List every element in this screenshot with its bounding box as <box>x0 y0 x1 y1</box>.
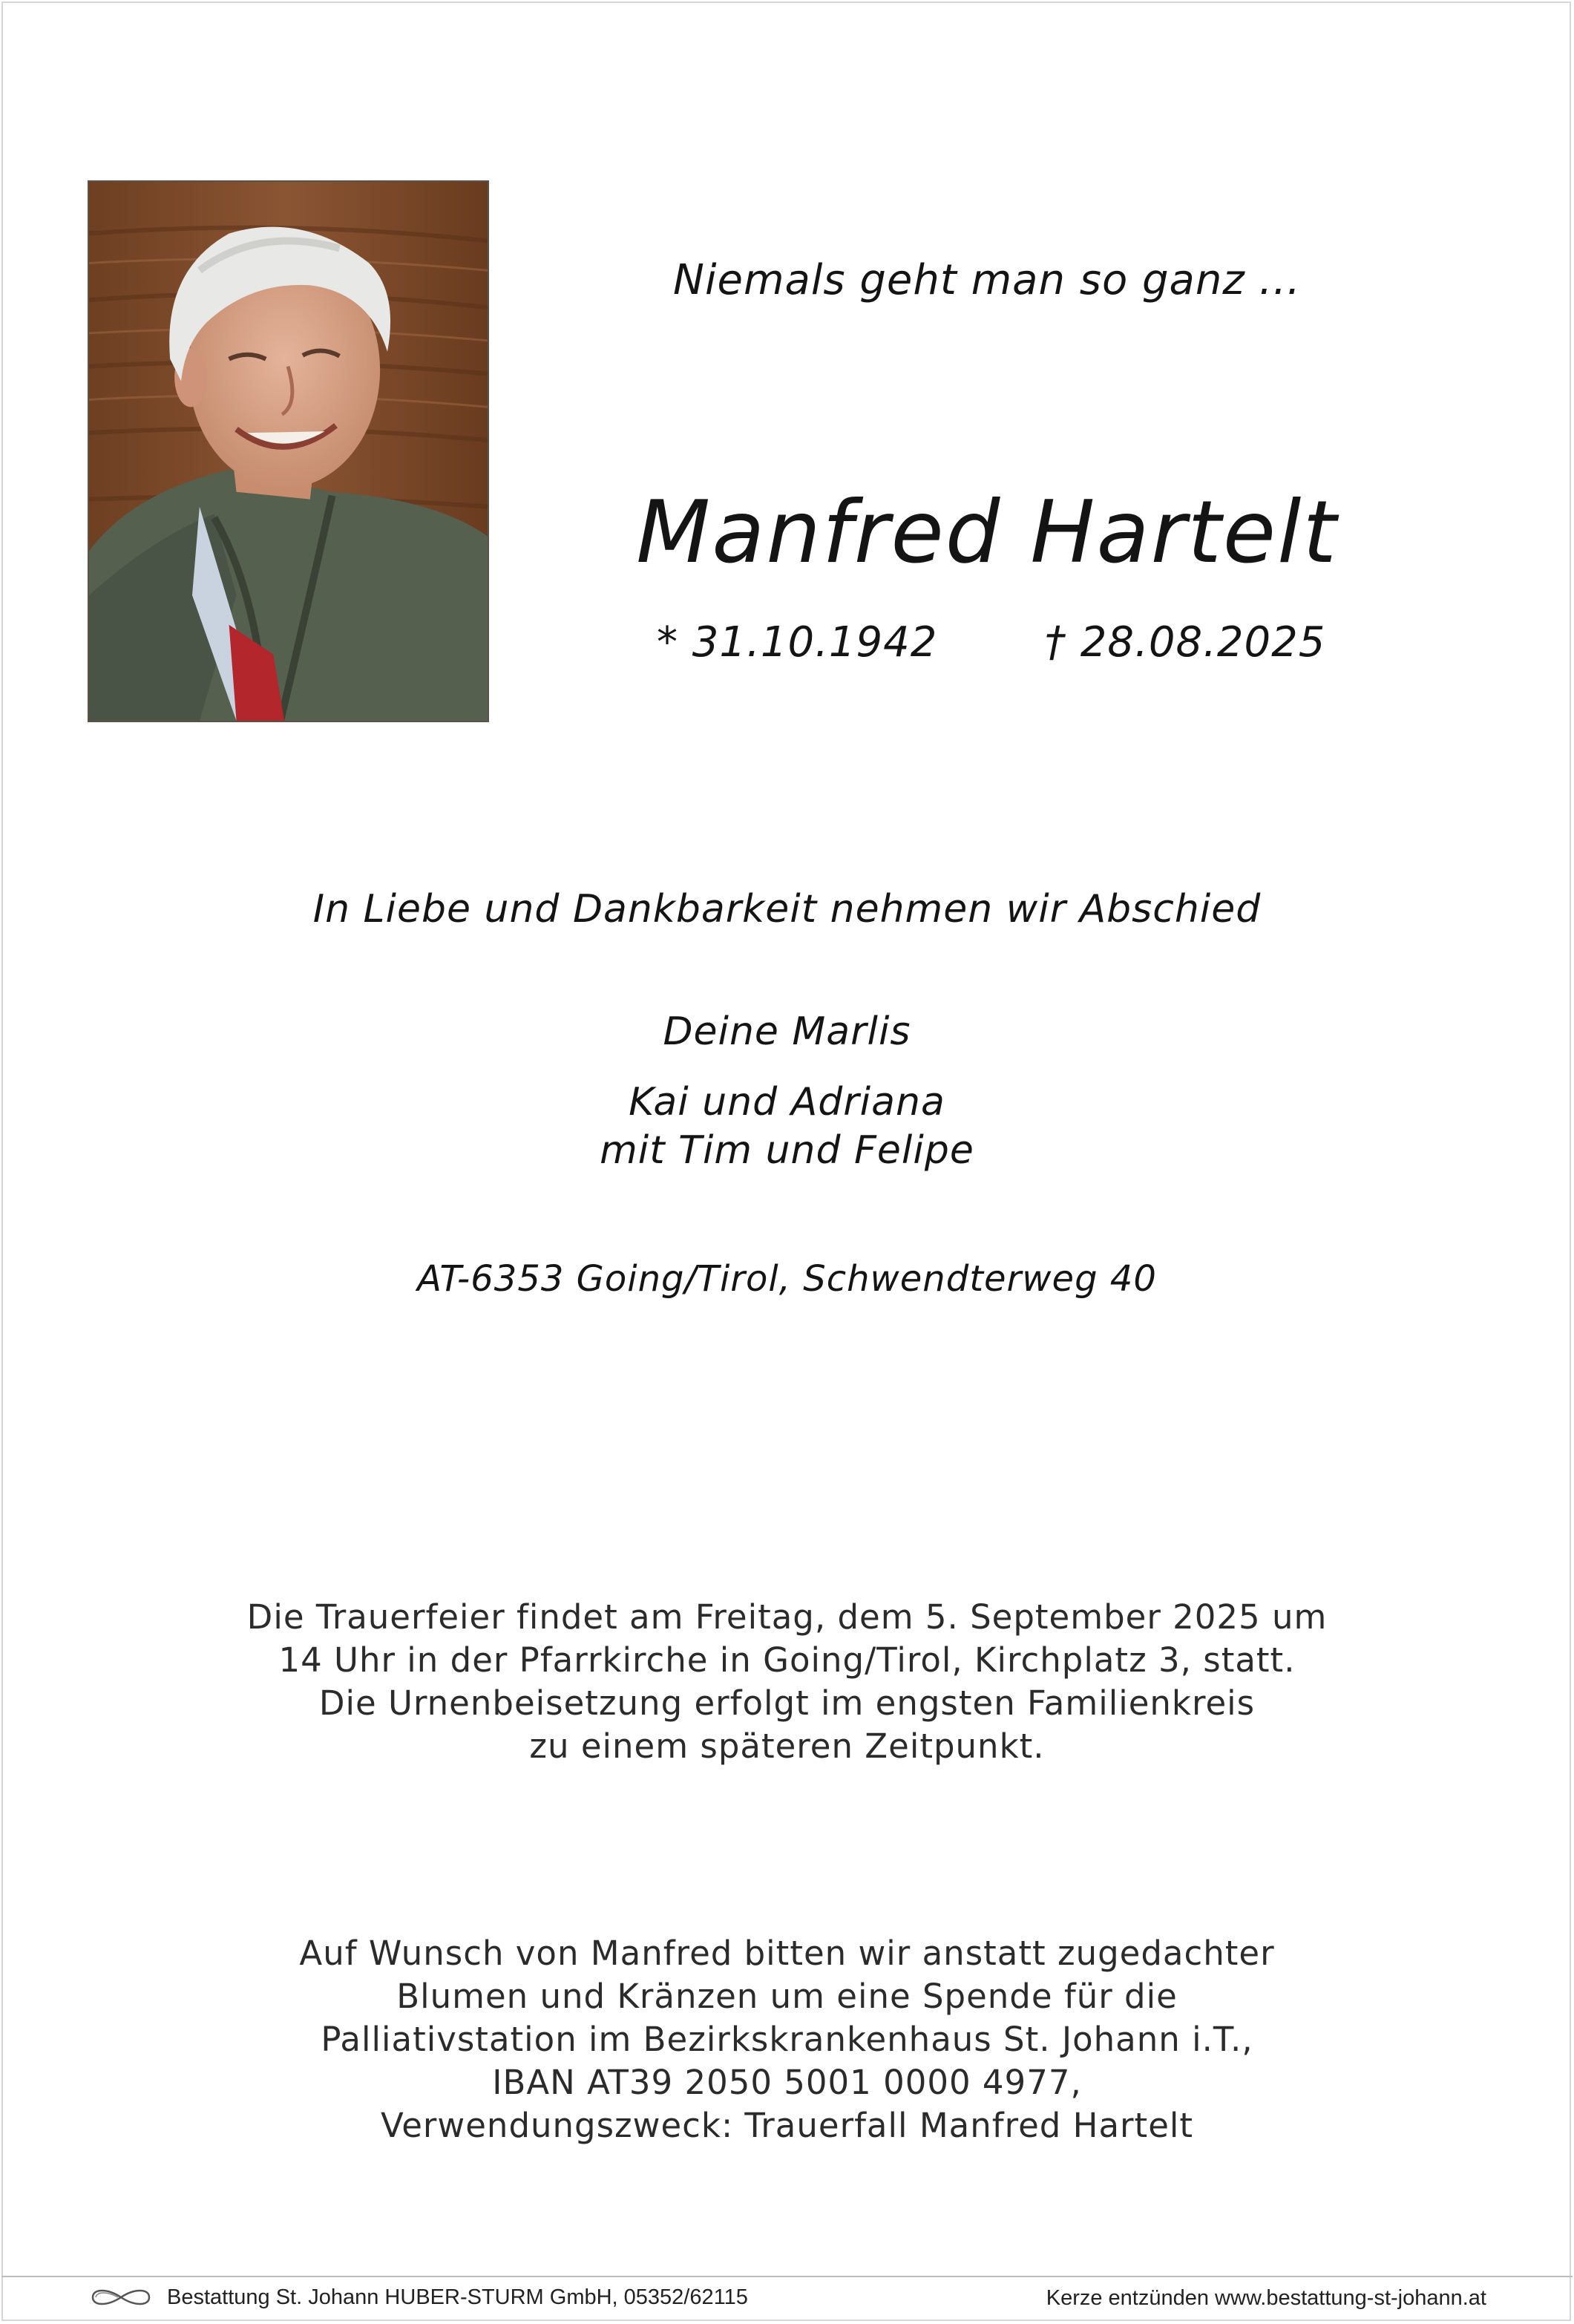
company-name: Bestattung St. Johann HUBER-STURM GmbH, 05352/62115 <box>167 2285 748 2309</box>
birth-date: * 31.10.1942 <box>657 618 938 667</box>
death-date: † 28.08.2025 <box>1045 618 1326 667</box>
donation-line: Auf Wunsch von Manfred bitten wir anstatt zugedachter <box>299 1934 1275 1973</box>
ceremony-line: zu einem späteren Zeitpunkt. <box>529 1726 1045 1766</box>
family-member: Kai und Adriana <box>629 1080 945 1125</box>
farewell-line: In Liebe und Dankbarkeit nehmen wir Abschied <box>312 887 1262 932</box>
footer-divider <box>1 2276 1573 2277</box>
ceremony-line: Die Trauerfeier findet am Freitag, dem 5. September 2025 um <box>246 1597 1328 1637</box>
donation-line: IBAN AT39 2050 5001 0000 4977, <box>492 2063 1082 2102</box>
address: AT-6353 Going/Tirol, Schwendterweg 40 <box>417 1258 1157 1300</box>
infinity-logo-icon <box>85 2285 157 2310</box>
portrait-photo <box>88 180 489 722</box>
candle-link[interactable]: Kerze entzünden www.bestattung-st-johann.at <box>1046 2286 1486 2310</box>
donation-line: Blumen und Kränzen um eine Spende für die <box>396 1977 1178 2016</box>
family-member: mit Tim und Felipe <box>600 1128 974 1173</box>
footer-company <box>85 2285 748 2310</box>
donation-line: Verwendungszweck: Trauerfall Manfred Hartelt <box>380 2106 1194 2145</box>
deceased-name: Manfred Hartelt <box>636 482 1338 583</box>
motto: Niemals geht man so ganz ... <box>673 256 1301 304</box>
ceremony-line: 14 Uhr in der Pfarrkirche in Going/Tirol, Kirchplatz 3, statt. <box>278 1640 1296 1680</box>
family-member: Deine Marlis <box>663 1009 911 1054</box>
ceremony-info <box>0 1596 1574 1768</box>
donation-line: Palliativstation im Bezirkskrankenhaus St. Johann i.T., <box>321 2020 1253 2059</box>
ceremony-line: Die Urnenbeisetzung erfolgt im engsten Familienkreis <box>318 1683 1256 1723</box>
donation-info <box>0 1932 1574 2147</box>
